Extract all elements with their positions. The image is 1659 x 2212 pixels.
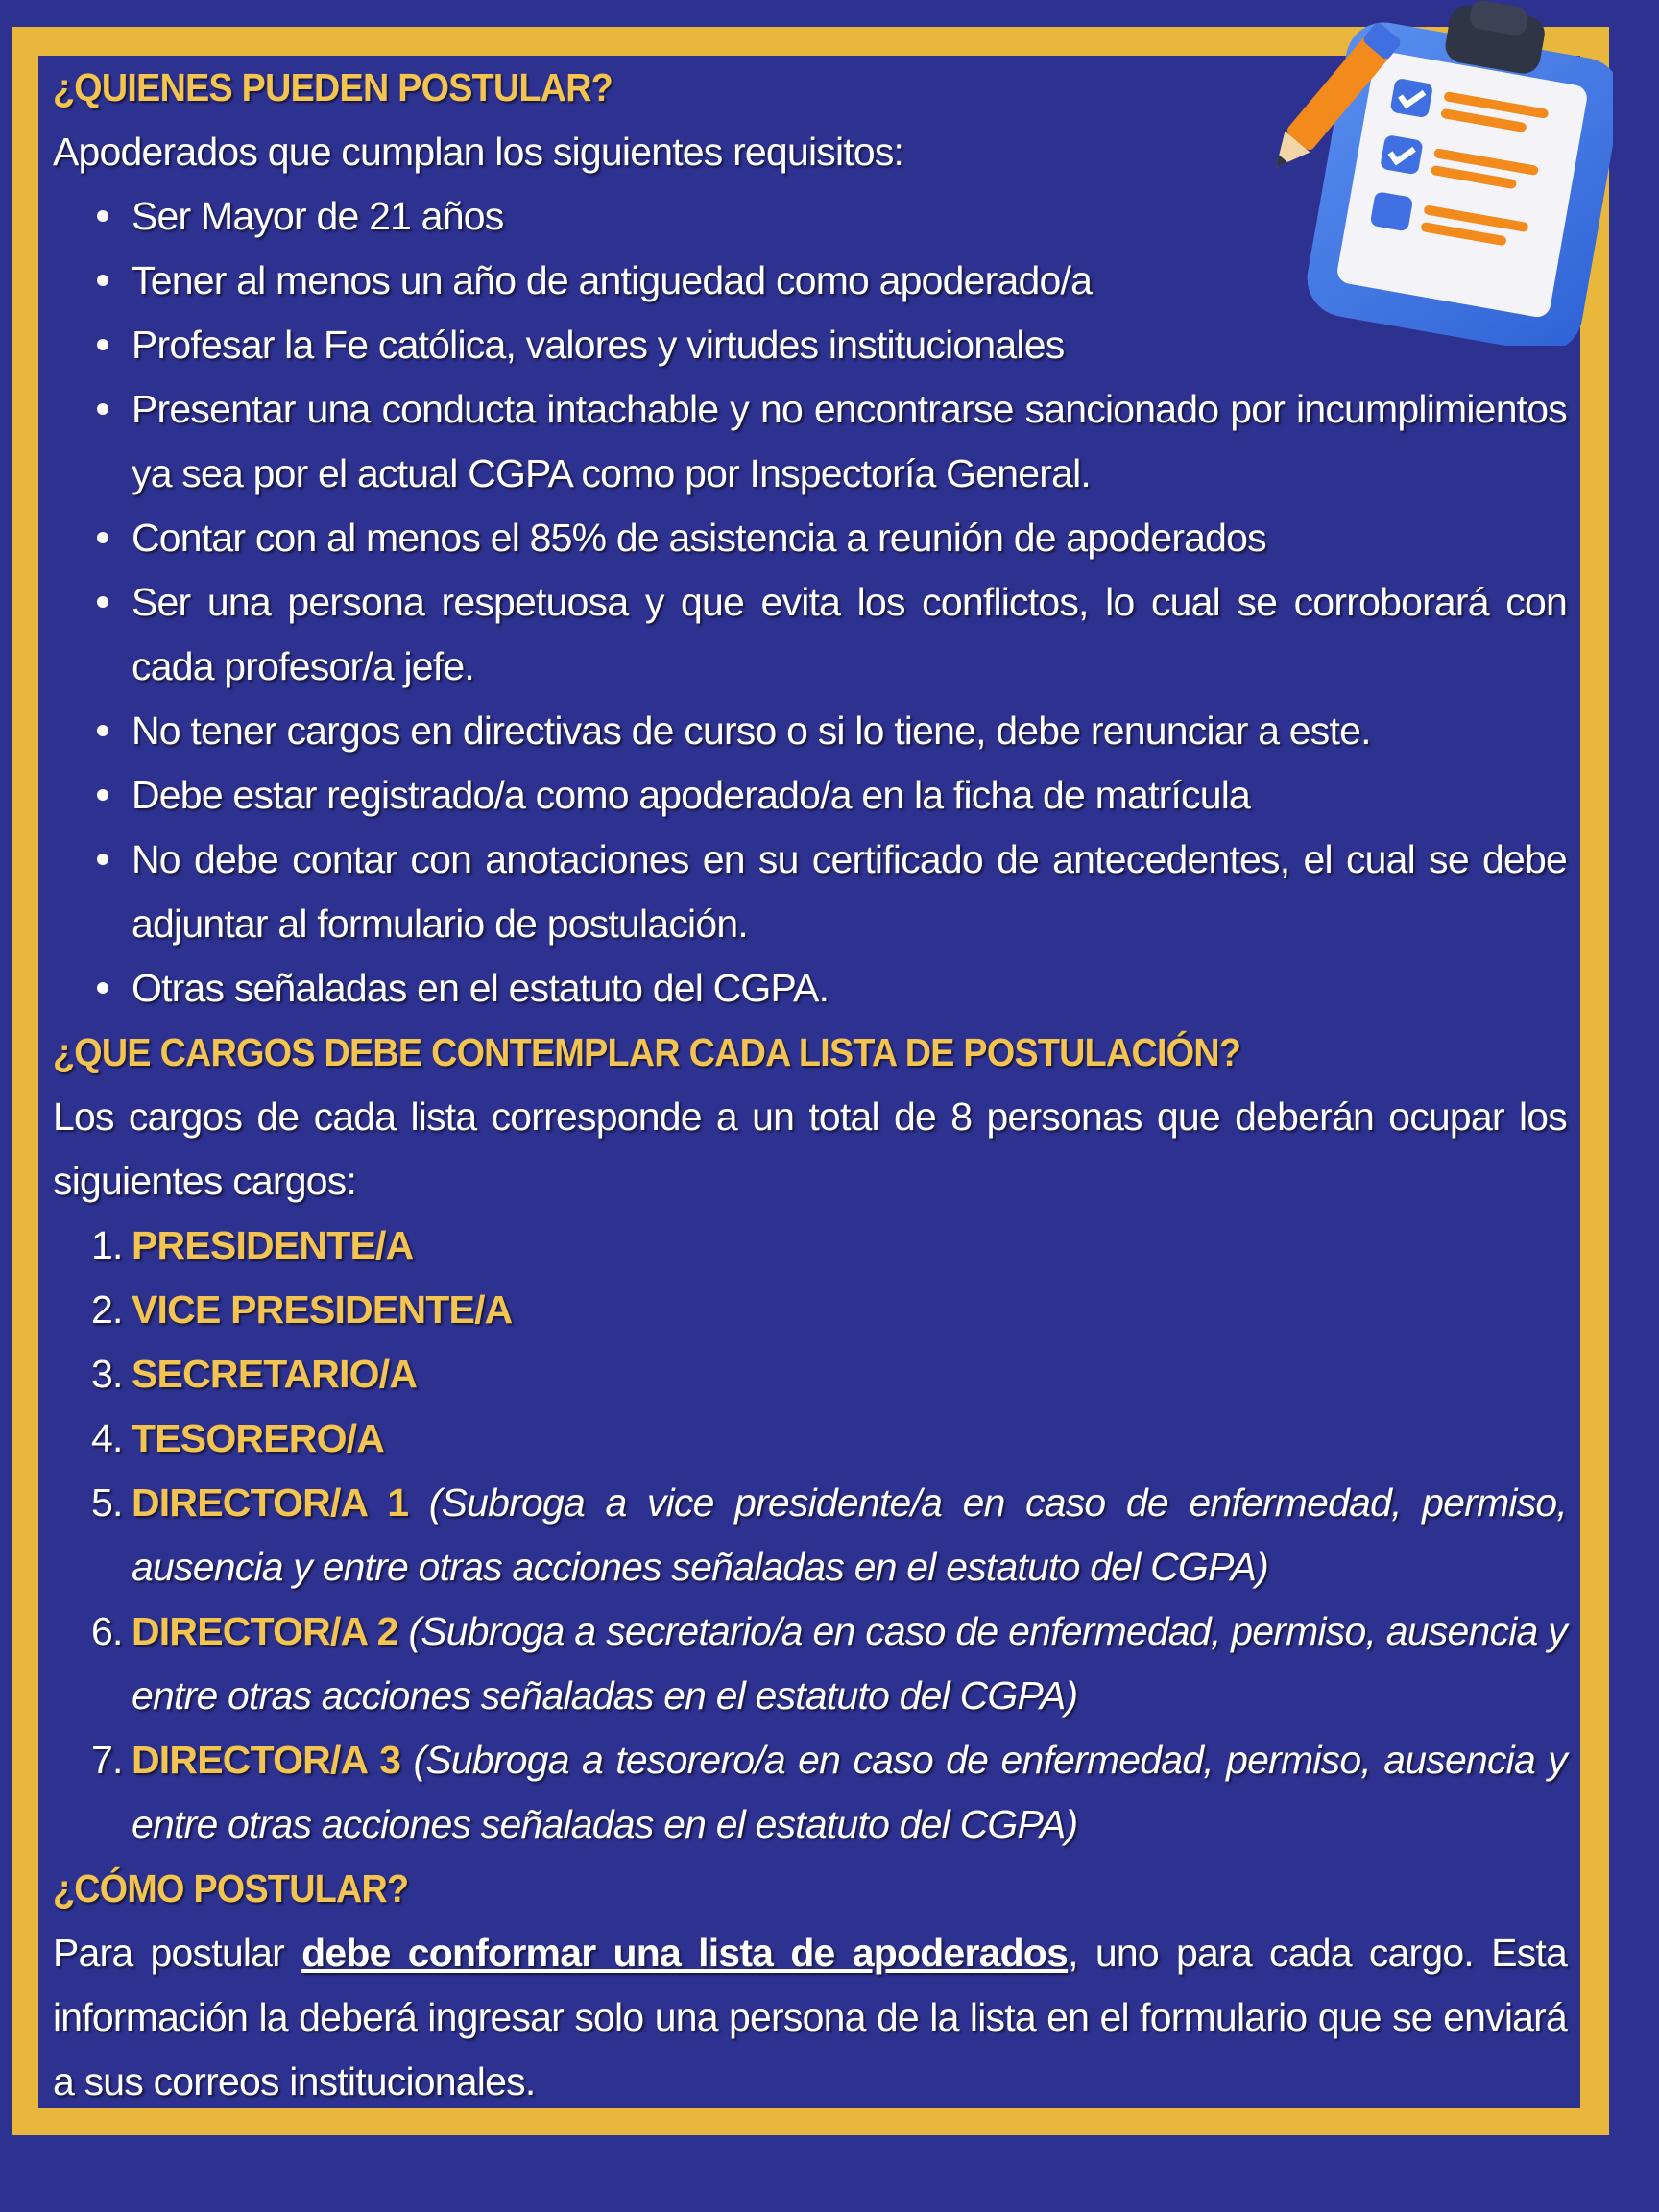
bullet-icon bbox=[97, 403, 108, 415]
position-name: TESORERO/A bbox=[132, 1416, 385, 1460]
bullet-icon bbox=[97, 275, 108, 286]
position-name: PRESIDENTE/A bbox=[132, 1223, 414, 1267]
position-name: DIRECTOR/A 3 bbox=[132, 1738, 401, 1782]
bullet-icon bbox=[97, 339, 108, 350]
list-item: Contar con al menos el 85% de asistencia a reunión de apoderados bbox=[53, 506, 1567, 570]
position-note: (Subroga a vice presidente/a en caso de enfermedad, permiso, ausencia y entre otras acciones señaladas en el estatuto del CGPA) bbox=[132, 1480, 1567, 1589]
position-name: VICE PRESIDENTE/A bbox=[132, 1287, 513, 1332]
list-item: 6. DIRECTOR/A 2 (Subroga a secretario/a en caso de enfermedad, permiso, ausencia y entre otras acciones señaladas en el estatuto del CGPA) bbox=[91, 1609, 1568, 1718]
position-note: (Subroga a secretario/a en caso de enfermedad, permiso, ausencia y entre otras acciones señaladas en el estatuto del CGPA) bbox=[132, 1609, 1568, 1718]
list-item: Presentar una conducta intachable y no encontrarse sancionado por incumplimientos ya sea por el actual CGPA como por Inspectoría General. bbox=[53, 377, 1567, 506]
list-item: 1. PRESIDENTE/A bbox=[91, 1223, 414, 1267]
list-item: No tener cargos en directivas de curso o si lo tiene, debe renunciar a este. bbox=[53, 699, 1567, 763]
bullet-icon bbox=[97, 789, 108, 801]
list-item: Ser una persona respetuosa y que evita los conflictos, lo cual se corroborará con cada profesor/a jefe. bbox=[53, 570, 1567, 699]
position-name: SECRETARIO/A bbox=[132, 1352, 418, 1396]
positions-intro: Los cargos de cada lista corresponde a un total de 8 personas que deberán ocupar los siguientes cargos: bbox=[53, 1094, 1567, 1203]
bullet-icon bbox=[97, 596, 108, 608]
content-panel bbox=[38, 56, 1580, 2108]
section-heading-how-to-apply: ¿CÓMO POSTULAR? bbox=[53, 1866, 409, 1911]
list-item: Profesar la Fe católica, valores y virtudes institucionales bbox=[53, 313, 1567, 377]
bullet-icon bbox=[97, 210, 108, 222]
list-item: 2. VICE PRESIDENTE/A bbox=[91, 1287, 513, 1332]
section-heading-positions: ¿QUE CARGOS DEBE CONTEMPLAR CADA LISTA DE POSTULACIÓN? bbox=[53, 1030, 1241, 1074]
clipboard-checklist-icon bbox=[1258, 0, 1613, 346]
bullet-icon bbox=[97, 725, 108, 736]
list-item: Otras señaladas en el estatuto del CGPA. bbox=[53, 956, 1567, 1021]
list-item: No debe contar con anotaciones en su certificado de antecedentes, el cual se debe adjuntar al formulario de postulación. bbox=[53, 828, 1567, 956]
positions-list bbox=[53, 1214, 1567, 1857]
bullet-icon bbox=[97, 854, 108, 865]
list-item: 3. SECRETARIO/A bbox=[91, 1352, 418, 1396]
list-item: Tener al menos un año de antiguedad como apoderado/a bbox=[53, 249, 1567, 313]
section-heading-who-can-apply: ¿QUIENES PUEDEN POSTULAR? bbox=[53, 65, 613, 109]
list-item: Debe estar registrado/a como apoderado/a en la ficha de matrícula bbox=[53, 763, 1567, 828]
how-to-apply-text: Para postular debe conformar una lista de apoderados, uno para cada cargo. Esta información la deberá ingresar solo una persona de la lista en el formulario que se enviará a sus correos institucionales. bbox=[53, 1931, 1567, 2104]
bullet-icon bbox=[97, 982, 108, 994]
position-name: DIRECTOR/A 2 bbox=[132, 1609, 398, 1653]
position-name: DIRECTOR/A 1 bbox=[132, 1480, 409, 1525]
list-item: 4. TESORERO/A bbox=[91, 1416, 385, 1460]
list-item: Ser Mayor de 21 años bbox=[53, 184, 1567, 249]
list-item: 7. DIRECTOR/A 3 (Subroga a tesorero/a en caso de enfermedad, permiso, ausencia y entre otras acciones señaladas en el estatuto del CGPA) bbox=[91, 1738, 1567, 1846]
requirements-intro: Apoderados que cumplan los siguientes requisitos: bbox=[53, 130, 904, 174]
bullet-icon bbox=[97, 532, 108, 543]
emphasis-text: debe conformar una lista de apoderados bbox=[301, 1931, 1069, 1975]
position-note: (Subroga a tesorero/a en caso de enfermedad, permiso, ausencia y entre otras acciones señaladas en el estatuto del CGPA) bbox=[132, 1738, 1567, 1846]
list-item: 5. DIRECTOR/A 1 (Subroga a vice presidente/a en caso de enfermedad, permiso, ausencia y entre otras acciones señaladas en el estatuto del CGPA) bbox=[91, 1480, 1567, 1589]
